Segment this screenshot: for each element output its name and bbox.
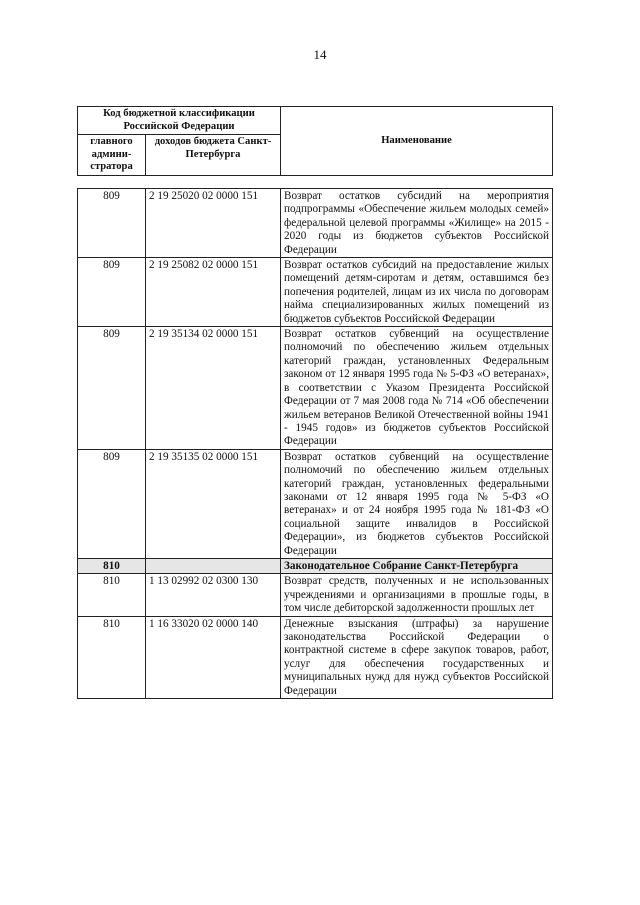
code-group-header: Код бюджетной классификации Российской Федерации <box>78 107 281 135</box>
table-row <box>78 449 553 558</box>
income-name-cell: Возврат остатков субвенций на осуществление полномочий по обеспечению жильем отдельных категорий граждан, установленных федеральными законами от 12 января 1995 года № 5-ФЗ «О ветеранах» и от 24 ноября 1995 года № 181-ФЗ «О социальной защите инвалидов в Российской Федерации», из бюджетов субъектов Российской Федерации <box>281 449 553 558</box>
income-code-cell <box>146 558 281 573</box>
header-table <box>77 106 553 176</box>
code-column-header: доходов бюджета Санкт-Петербурга <box>146 135 281 176</box>
admin-code-cell: 809 <box>78 449 146 558</box>
income-code-cell: 2 19 25082 02 0000 151 <box>146 258 281 327</box>
income-code-cell: 2 19 25020 02 0000 151 <box>146 189 281 258</box>
name-column-header: Наименование <box>281 107 553 176</box>
income-code-cell: 2 19 35134 02 0000 151 <box>146 327 281 450</box>
classification-table <box>77 188 553 699</box>
admin-code-cell: 809 <box>78 189 146 258</box>
income-name-cell: Законодательное Собрание Санкт-Петербурга <box>281 558 553 573</box>
income-name-cell: Возврат средств, полученных и не использованных учреждениями и организациями в прошлые годы, в том числе дебиторской задолженности прошлых лет <box>281 574 553 616</box>
income-name-cell: Денежные взыскания (штрафы) за нарушение законодательства Российской Федерации о контрактной системе в сфере закупок товаров, работ, услуг для обеспечения государственных и муниципальных нужд для нужд субъектов Российской Федерации <box>281 616 553 698</box>
income-code-cell: 1 13 02992 02 0300 130 <box>146 574 281 616</box>
income-name-cell: Возврат остатков субвенций на осуществление полномочий по обеспечению жильем отдельных категорий граждан, установленных Федеральным законом от 12 января 1995 года № 5-ФЗ «О ветеранах», в соответствии с Указом Президента Российской Федерации от 7 мая 2008 года № 714 «Об обеспечении жильем ветеранов Великой Отечественной войны 1941 - 1945 годов» из бюджетов субъектов Российской Федерации <box>281 327 553 450</box>
income-code-cell: 2 19 35135 02 0000 151 <box>146 449 281 558</box>
admin-code-cell: 810 <box>78 574 146 616</box>
table-row <box>78 574 553 616</box>
income-name-cell: Возврат остатков субсидий на мероприятия подпрограммы «Обеспечение жильем молодых семей» федеральной целевой программы «Жилище» на 2015 - 2020 годы из бюджетов субъектов Российской Федерации <box>281 189 553 258</box>
admin-code-cell: 809 <box>78 327 146 450</box>
page-number: 14 <box>313 47 327 62</box>
table-row <box>78 189 553 258</box>
table-row <box>78 327 553 450</box>
table-row <box>78 616 553 698</box>
income-name-cell: Возврат остатков субсидий на предоставление жилых помещений детям-сиротам и детям, оставшимся без попечения родителей, лицам из их числа по договорам найма специализированных жилых помещений из бюджетов субъектов Российской Федерации <box>281 258 553 327</box>
income-code-cell: 1 16 33020 02 0000 140 <box>146 616 281 698</box>
table-row <box>78 258 553 327</box>
table-body <box>78 189 553 699</box>
table-row <box>78 558 553 573</box>
admin-column-header: главного админи-стратора <box>78 135 146 176</box>
admin-code-cell: 810 <box>78 558 146 573</box>
admin-code-cell: 809 <box>78 258 146 327</box>
admin-code-cell: 810 <box>78 616 146 698</box>
